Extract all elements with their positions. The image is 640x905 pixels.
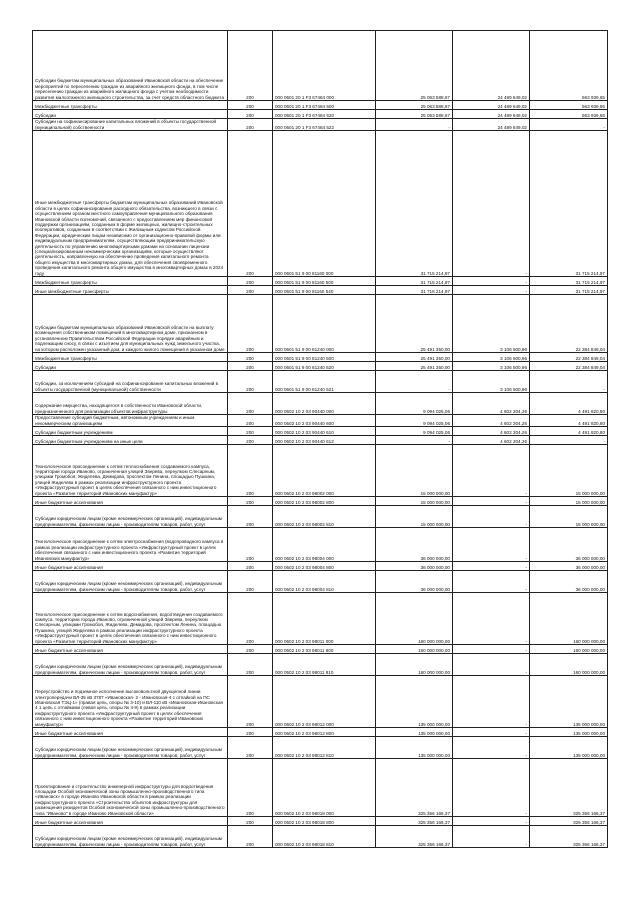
row-line-code: 200 (228, 737, 273, 759)
row-executed-amount: - (453, 131, 530, 277)
table-row (33, 826, 608, 848)
row-budget-classification-code: 000 0501 51 9 00 81160 000 (273, 131, 376, 277)
row-approved-amount: - (376, 371, 453, 393)
row-executed-amount: 4 602 204,26 (453, 415, 530, 427)
row-approved-amount: 135 000 000,00 (376, 676, 453, 728)
row-budget-classification-code: 000 0501 51 9 00 81240 000 (273, 295, 376, 353)
row-budget-classification-code: 000 0502 10 2 03 98004 800 (273, 562, 376, 571)
row-executed-amount: - (453, 593, 530, 645)
row-unexecuted-amount: 36 000 000,00 (530, 528, 608, 562)
row-executed-amount: 4 602 204,26 (453, 393, 530, 415)
budget-table (32, 30, 608, 848)
row-approved-amount: 15 000 000,00 (376, 497, 453, 506)
row-name: Технологическое присоединение к сетям водоснабжения, водоотведения создаваемого кампуса, территории города Иваново, ограниченной улицей Зверева, переулком Слесарным, улицами Громобоя, Жиделева, Демидова, проспектом Ленина, площадью Пушкина, улицей Жиделева в рамках реализации инфраструктурного проекта «Инфраструктурный проект в целях обеспечения связанного с ним инвестиционного проекта «Развитие территорий Ивановских мануфактур» (33, 593, 228, 645)
row-executed-amount: - (453, 676, 530, 728)
row-executed-amount: 3 106 500,96 (453, 362, 530, 371)
row-unexecuted-amount: 160 000 000,00 (530, 654, 608, 676)
row-line-code: 200 (228, 131, 273, 277)
table-row (33, 286, 608, 295)
row-approved-amount: - (376, 436, 453, 445)
row-line-code: 200 (228, 286, 273, 295)
row-budget-classification-code: 000 0502 10 2 03 98012 800 (273, 728, 376, 737)
row-line-code: 200 (228, 295, 273, 353)
table-row (33, 427, 608, 436)
row-budget-classification-code: 000 0502 10 2 03 98002 810 (273, 506, 376, 528)
row-approved-amount: 31 715 214,97 (376, 286, 453, 295)
row-line-code: 200 (228, 645, 273, 654)
row-approved-amount: 135 000 000,00 (376, 728, 453, 737)
row-executed-amount: - (453, 277, 530, 286)
table-row (33, 371, 608, 393)
row-approved-amount: 15 000 000,00 (376, 445, 453, 497)
table-row (33, 817, 608, 826)
table-body (33, 31, 608, 848)
row-executed-amount: 3 106 500,96 (453, 371, 530, 393)
row-executed-amount: - (453, 654, 530, 676)
row-budget-classification-code: 000 0501 51 9 00 81160 500 (273, 277, 376, 286)
table-row (33, 362, 608, 371)
row-line-code: 200 (228, 826, 273, 848)
row-approved-amount: 325 356 166,37 (376, 817, 453, 826)
row-approved-amount: 25 053 588,67 (376, 110, 453, 119)
row-budget-classification-code: 000 0502 10 2 03 98004 000 (273, 528, 376, 562)
row-approved-amount: 160 000 000,00 (376, 645, 453, 654)
row-line-code: 200 (228, 497, 273, 506)
row-name: Иные бюджетные ассигнования (33, 562, 228, 571)
row-budget-classification-code: 000 0502 10 2 03 98011 810 (273, 654, 376, 676)
row-line-code: 200 (228, 728, 273, 737)
row-name: Предоставление субсидий бюджетным, автономным учреждениям и иным некоммерческим организациям (33, 415, 228, 427)
row-budget-classification-code: 000 0502 10 2 03 98011 800 (273, 645, 376, 654)
row-line-code: 200 (228, 101, 273, 110)
table-row (33, 497, 608, 506)
row-approved-amount: 9 094 025,06 (376, 415, 453, 427)
table-row (33, 728, 608, 737)
row-unexecuted-amount: 22 384 849,04 (530, 295, 608, 353)
row-approved-amount: 25 491 350,00 (376, 295, 453, 353)
row-approved-amount: 9 094 025,06 (376, 427, 453, 436)
row-approved-amount: 9 094 025,06 (376, 393, 453, 415)
row-name: Межбюджетные трансферты (33, 277, 228, 286)
table-row (33, 436, 608, 445)
row-unexecuted-amount: 15 000 000,00 (530, 497, 608, 506)
row-line-code: 200 (228, 528, 273, 562)
row-executed-amount: 3 106 500,96 (453, 353, 530, 362)
row-unexecuted-amount: 31 715 214,97 (530, 131, 608, 277)
row-line-code: 200 (228, 110, 273, 119)
row-executed-amount: - (453, 826, 530, 848)
row-executed-amount: 4 602 204,26 (453, 436, 530, 445)
row-budget-classification-code: 000 0502 10 2 03 98012 810 (273, 737, 376, 759)
row-name: Субсидии юридическим лицам (кроме некоммерческих организаций), индивидуальным предпринимателям, физическим лицам - производителям товаров, работ, услуг (33, 654, 228, 676)
row-unexecuted-amount: 160 000 000,00 (530, 593, 608, 645)
row-line-code: 200 (228, 427, 273, 436)
row-name: Субсидии на софинансирование капитальных вложений в объекты государственной (муниципальной) собственности (33, 119, 228, 131)
row-line-code: 200 (228, 362, 273, 371)
row-executed-amount: 24 489 649,02 (453, 119, 530, 131)
row-budget-classification-code: 000 0501 20 1 F3 67484 500 (273, 101, 376, 110)
table-row (33, 415, 608, 427)
row-unexecuted-amount: 15 000 000,00 (530, 506, 608, 528)
row-executed-amount: 4 602 204,26 (453, 427, 530, 436)
table-row (33, 119, 608, 131)
table-row (33, 295, 608, 353)
row-budget-classification-code: 000 0502 10 2 03 98004 810 (273, 571, 376, 593)
row-executed-amount: - (453, 817, 530, 826)
row-line-code: 200 (228, 654, 273, 676)
row-executed-amount: - (453, 506, 530, 528)
row-unexecuted-amount: 15 000 000,00 (530, 445, 608, 497)
row-name: Субсидии (33, 362, 228, 371)
row-approved-amount: 36 000 000,00 (376, 528, 453, 562)
row-budget-classification-code: 000 0502 10 2 03 98011 000 (273, 593, 376, 645)
row-line-code: 200 (228, 817, 273, 826)
table-row (33, 445, 608, 497)
row-line-code: 200 (228, 571, 273, 593)
row-name: Субсидии юридическим лицам (кроме некоммерческих организаций), индивидуальным предпринимателям, физическим лицам - производителям товаров, работ, услуг (33, 506, 228, 528)
row-unexecuted-amount: - (530, 371, 608, 393)
row-line-code: 200 (228, 759, 273, 817)
table-row (33, 528, 608, 562)
table-row (33, 759, 608, 817)
row-name: Субсидии бюджетным учреждениям (33, 427, 228, 436)
row-budget-classification-code: 000 0501 51 9 00 81160 540 (273, 286, 376, 295)
row-unexecuted-amount: 22 384 849,04 (530, 362, 608, 371)
row-approved-amount: 160 000 000,00 (376, 593, 453, 645)
row-line-code: 200 (228, 371, 273, 393)
row-name: Межбюджетные трансферты (33, 353, 228, 362)
row-unexecuted-amount: 22 384 849,04 (530, 353, 608, 362)
row-approved-amount: 31 715 214,97 (376, 277, 453, 286)
row-unexecuted-amount: 4 491 820,80 (530, 427, 608, 436)
row-executed-amount: - (453, 528, 530, 562)
row-name: Иные бюджетные ассигнования (33, 497, 228, 506)
row-executed-amount: - (453, 445, 530, 497)
row-unexecuted-amount: 135 000 000,00 (530, 676, 608, 728)
row-approved-amount: 15 000 000,00 (376, 506, 453, 528)
row-unexecuted-amount: 135 000 000,00 (530, 737, 608, 759)
row-executed-amount: - (453, 571, 530, 593)
row-unexecuted-amount: 160 000 000,00 (530, 645, 608, 654)
table-row (33, 737, 608, 759)
row-executed-amount: - (453, 645, 530, 654)
row-line-code: 200 (228, 506, 273, 528)
row-name: Содержание имущества, находящегося в собственности Ивановской области, предназначенного для реализации объектов инфраструктуры (33, 393, 228, 415)
row-unexecuted-amount: 4 491 820,80 (530, 393, 608, 415)
row-unexecuted-amount: 563 939,65 (530, 31, 608, 101)
row-budget-classification-code: 000 0501 51 9 00 81240 520 (273, 362, 376, 371)
row-budget-classification-code: 000 0501 20 1 F3 67484 000 (273, 31, 376, 101)
row-name: Субсидии бюджетам муниципальных образований Ивановской области на выплату возмещения собственникам помещений в многоквартирном доме, признанном в установленном Правительством Российской Федерации порядке аварийным и подлежащим сносу, в связи с изъятием для муниципальных нужд земельного участка, на котором расположен указанный дом, и каждого жилого помещения в указанном доме (33, 295, 228, 353)
table-row (33, 676, 608, 728)
row-approved-amount: 36 000 000,00 (376, 571, 453, 593)
row-line-code: 200 (228, 277, 273, 286)
row-name: Иные межбюджетные трансферты бюджетам муниципальных образований Ивановской области в целях софинансирования расходного обязательства, возникшего в связи с осуществлением органом местного самоуправления муниципального образования Ивановской области полномочий, связанного с предоставлением мер финансовой поддержки организациям, созданным в форме жилищных, жилищно-строительных кооперативов, созданным в соответствии с Жилищным кодексом Российской Федерации, юридическим лицам независимо от организационно-правовой формы или индивидуальным предпринимателям, осуществляющим предпринимательскую деятельность по управлению многоквартирными домами на основании лицензии (специализированным некоммерческим организациям, которые осуществляют деятельность, направленную на обеспечение проведения капитального ремонта общего имущества в многоквартирных домах, для обеспечения своевременного проведения капитального ремонта общего имущества в многоквартирных домах в 2024 году (33, 131, 228, 277)
row-line-code: 200 (228, 676, 273, 728)
row-budget-classification-code: 000 0501 20 1 F3 67484 522 (273, 119, 376, 131)
row-name: Субсидии юридическим лицам (кроме некоммерческих организаций), индивидуальным предпринимателям, физическим лицам - производителям товаров, работ, услуг (33, 737, 228, 759)
row-budget-classification-code: 000 0502 10 2 03 98018 000 (273, 759, 376, 817)
table-row (33, 31, 608, 101)
row-executed-amount: 3 106 500,96 (453, 295, 530, 353)
row-executed-amount: - (453, 728, 530, 737)
row-unexecuted-amount: 563 939,65 (530, 101, 608, 110)
row-unexecuted-amount: 135 000 000,00 (530, 728, 608, 737)
table-row (33, 654, 608, 676)
row-approved-amount: 135 000 000,00 (376, 737, 453, 759)
row-unexecuted-amount: 4 491 820,80 (530, 415, 608, 427)
row-line-code: 200 (228, 119, 273, 131)
row-executed-amount: 24 489 649,02 (453, 110, 530, 119)
row-budget-classification-code: 000 0502 10 2 03 90440 600 (273, 415, 376, 427)
row-approved-amount: 25 053 588,67 (376, 101, 453, 110)
row-approved-amount: - (376, 119, 453, 131)
row-name: Иные бюджетные ассигнования (33, 728, 228, 737)
table-row (33, 110, 608, 119)
row-line-code: 200 (228, 436, 273, 445)
table-row (33, 571, 608, 593)
row-unexecuted-amount: - (530, 119, 608, 131)
row-budget-classification-code: 000 0502 10 2 03 98012 000 (273, 676, 376, 728)
table-row (33, 131, 608, 277)
row-approved-amount: 25 491 350,00 (376, 362, 453, 371)
row-name: Субсидии юридическим лицам (кроме некоммерческих организаций), индивидуальным предпринимателям, физическим лицам - производителям товаров, работ, услуг (33, 571, 228, 593)
row-executed-amount: 24 489 649,02 (453, 101, 530, 110)
row-line-code: 200 (228, 393, 273, 415)
row-unexecuted-amount: 36 000 000,00 (530, 562, 608, 571)
row-approved-amount: 31 715 214,97 (376, 131, 453, 277)
row-budget-classification-code: 000 0502 10 2 03 90440 610 (273, 427, 376, 436)
row-approved-amount: 160 000 000,00 (376, 654, 453, 676)
row-executed-amount: - (453, 497, 530, 506)
row-name: Технологическое присоединение к сетям электроснабжения (водопроводного кампуса в рамках реализации инфраструктурного проекта «Инфраструктурный проект в целях обеспечения связанного с ним инвестиционного проекта «Развитие территорий Ивановских мануфактур» (33, 528, 228, 562)
row-name: Субсидии, за исключением субсидий на софинансирование капитальных вложений в объекты государственной (муниципальной) собственности (33, 371, 228, 393)
row-name: Субсидии бюджетам муниципальных образований Ивановской области на обеспечение мероприятий по переселению граждан из аварийного жилищного фонда, в том числе переселению граждан из аварийного жилищного фонда с учетом необходимости развития малоэтажного жилищного строительства, за счет средств областного бюджета (33, 31, 228, 101)
row-name: Субсидии (33, 110, 228, 119)
row-unexecuted-amount: 325 356 166,37 (530, 826, 608, 848)
row-budget-classification-code: 000 0502 10 2 03 98018 810 (273, 826, 376, 848)
table-row (33, 101, 608, 110)
row-budget-classification-code: 000 0501 51 9 00 81240 500 (273, 353, 376, 362)
row-line-code: 200 (228, 415, 273, 427)
table-row (33, 645, 608, 654)
row-line-code: 200 (228, 593, 273, 645)
table-row (33, 562, 608, 571)
row-executed-amount: - (453, 562, 530, 571)
row-line-code: 200 (228, 562, 273, 571)
row-unexecuted-amount: 563 939,65 (530, 110, 608, 119)
row-budget-classification-code: 000 0501 51 9 00 81240 521 (273, 371, 376, 393)
row-unexecuted-amount: 31 715 214,97 (530, 277, 608, 286)
row-executed-amount: - (453, 737, 530, 759)
row-budget-classification-code: 000 0502 10 2 03 90440 000 (273, 393, 376, 415)
row-executed-amount: - (453, 759, 530, 817)
table-row (33, 393, 608, 415)
row-approved-amount: 325 356 166,37 (376, 759, 453, 817)
row-unexecuted-amount: 325 356 166,37 (530, 817, 608, 826)
row-approved-amount: 25 053 588,67 (376, 31, 453, 101)
table-row (33, 506, 608, 528)
row-budget-classification-code: 000 0502 10 2 03 90440 612 (273, 436, 376, 445)
row-budget-classification-code: 000 0502 10 2 03 98018 800 (273, 817, 376, 826)
row-approved-amount: 325 356 166,37 (376, 826, 453, 848)
row-executed-amount: 24 489 649,02 (453, 31, 530, 101)
row-name: Технологическое присоединение к сетям теплоснабжения создаваемого кампуса, территории города Иваново, ограниченная улицей Зверева, переулком Слесарным, улицами Громобоя, Жиделева, Демидова, проспектом Ленина, площадью Пушкина, улицей Жиделева в рамках реализации инфраструктурного проекта «Инфраструктурный проект в целях обеспечения связанного с ним инвестиционного проекта «Развитие территорий Ивановских мануфактур» (33, 445, 228, 497)
row-unexecuted-amount: 31 715 214,97 (530, 286, 608, 295)
row-unexecuted-amount: 36 000 000,00 (530, 571, 608, 593)
row-name: Иные межбюджетные трансферты (33, 286, 228, 295)
row-name: Иные бюджетные ассигнования (33, 817, 228, 826)
table-row (33, 353, 608, 362)
row-line-code: 200 (228, 445, 273, 497)
row-unexecuted-amount: - (530, 436, 608, 445)
row-name: Субсидии бюджетным учреждениям на иные цели (33, 436, 228, 445)
row-executed-amount: - (453, 286, 530, 295)
row-budget-classification-code: 000 0501 20 1 F3 67484 520 (273, 110, 376, 119)
row-budget-classification-code: 000 0502 10 2 03 98002 000 (273, 445, 376, 497)
row-name: Межбюджетные трансферты (33, 101, 228, 110)
table-row (33, 593, 608, 645)
row-line-code: 200 (228, 353, 273, 362)
row-unexecuted-amount: 325 356 166,37 (530, 759, 608, 817)
row-line-code: 200 (228, 31, 273, 101)
table-row (33, 277, 608, 286)
row-name: Проектирование и строительство инженерной инфраструктуры для водоотведения площадки Особой экономической зоны промышленно-производственного типа «Ивановск» в городе Иваново Ивановской области в рамках реализации инфраструктурного проекта «Строительство объектов инфраструктуры для размещения резидентов Особой экономической зоны промышленно-производственного типа "Иваново" в городе Иваново Ивановской области» (33, 759, 228, 817)
row-approved-amount: 25 491 350,00 (376, 353, 453, 362)
row-name: Иные бюджетные ассигнования (33, 645, 228, 654)
row-name: Субсидии юридическим лицам (кроме некоммерческих организаций), индивидуальным предпринимателям, физическим лицам - производителям товаров, работ, услуг (33, 826, 228, 848)
row-name: Переустройство и подземное исполнение высоковольтной двухцепной линии электропередачи ВЛ-35 кВ 3787 «Ивановская- 2 - Ивановская-4 с отпайкой на ПС Ивановская ТЭЦ-1» (правая цепь, опоры № 3-10) и ВЛ-110 кВ «Ивановская-Ивановская 4 1 цепь с отпайками (левая цепь, опоры № 4-9) в рамках реализации инфраструктурного проекта «Инфраструктурный проект в целях обеспечения связанного с ним инвестиционного проекта «Развитие территорий Ивановских мануфактур» (33, 676, 228, 728)
row-budget-classification-code: 000 0502 10 2 03 98002 800 (273, 497, 376, 506)
row-approved-amount: 36 000 000,00 (376, 562, 453, 571)
